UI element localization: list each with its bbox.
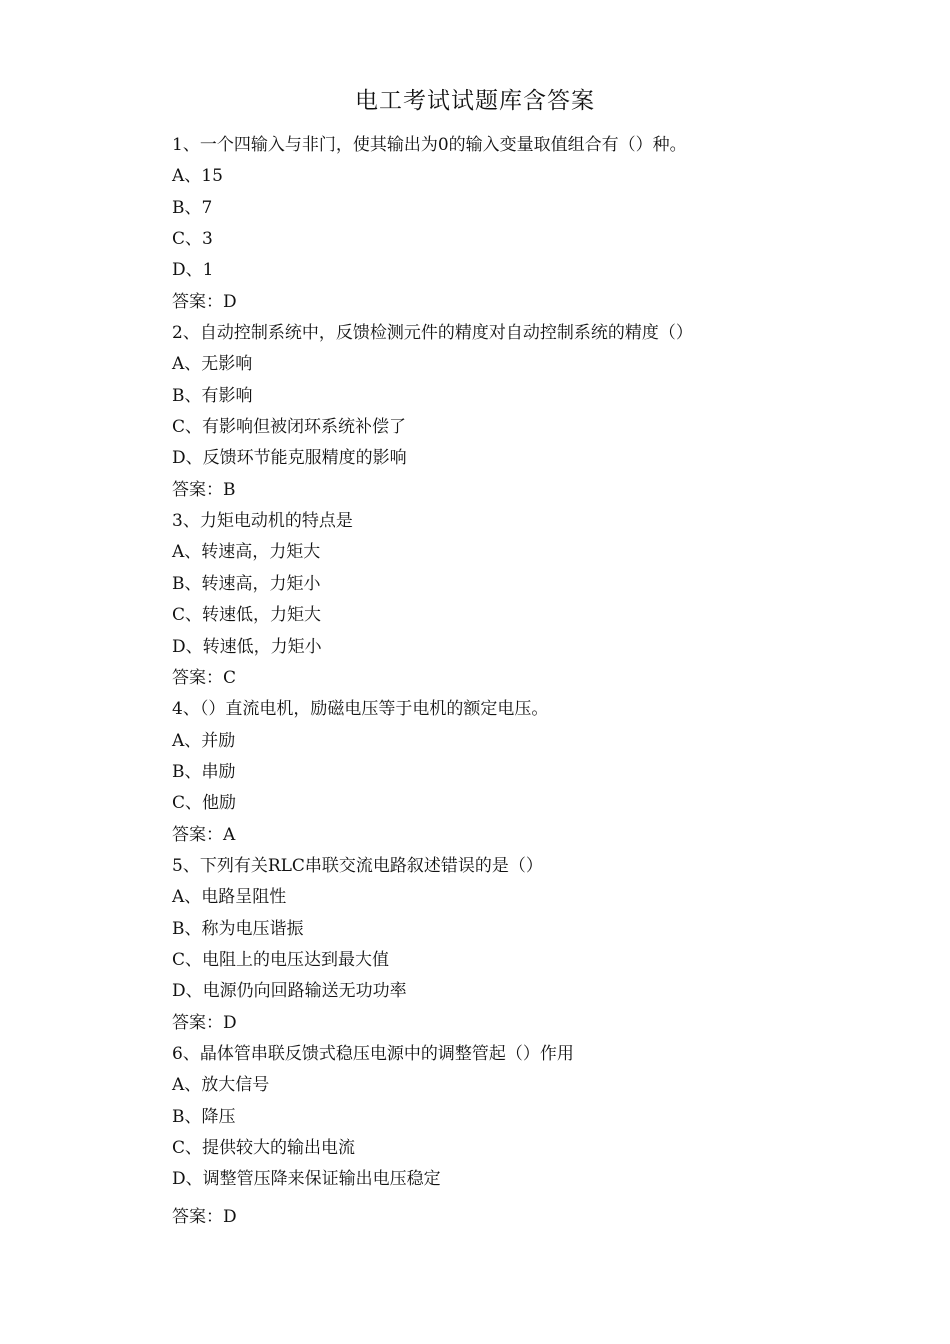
option: C、他励 xyxy=(172,793,237,814)
question-stem: 3、力矩电动机的特点是 xyxy=(172,511,353,532)
question-list xyxy=(172,130,872,1233)
option: C、有影响但被闭环系统补偿了 xyxy=(172,417,407,438)
answer: 答案：B xyxy=(172,479,236,500)
option: C、转速低，力矩大 xyxy=(172,605,322,626)
option: A、放大信号 xyxy=(172,1075,270,1096)
question-stem: 6、晶体管串联反馈式稳压电源中的调整管起（）作用 xyxy=(172,1043,574,1064)
option: D、反馈环节能克服精度的影响 xyxy=(172,448,407,469)
option: C、电阻上的电压达到最大值 xyxy=(172,949,390,970)
option: B、转速高，力矩小 xyxy=(172,573,321,594)
option: C、提供较大的输出电流 xyxy=(172,1138,356,1158)
option: D、电源仍向回路输送无功功率 xyxy=(172,981,407,1002)
option: A、电路呈阻性 xyxy=(172,887,287,908)
option: D、1 xyxy=(172,260,214,281)
option: A、并励 xyxy=(172,730,236,751)
option: A、无影响 xyxy=(172,354,253,375)
answer: 答案：C xyxy=(172,667,237,688)
question-stem: 2、自动控制系统中，反馈检测元件的精度对自动控制系统的精度（） xyxy=(172,323,693,344)
option: B、7 xyxy=(172,197,213,218)
question-stem: 1、一个四输入与非门，使其输出为0的输入变量取值组合有（）种。 xyxy=(172,135,687,155)
option: C、3 xyxy=(172,229,213,250)
option: D、调整管压降来保证输出电压稳定 xyxy=(172,1169,441,1190)
answer: 答案：A xyxy=(172,824,236,845)
question-stem: 4、（）直流电机，励磁电压等于电机的额定电压。 xyxy=(172,699,549,720)
answer: 答案：D xyxy=(172,1012,237,1033)
answer: 答案：D xyxy=(172,291,237,312)
answer: 答案：D xyxy=(172,1206,237,1227)
option: A、转速高，力矩大 xyxy=(172,542,321,563)
document-title: 电工考试试题库含答案 xyxy=(355,88,595,114)
option: B、降压 xyxy=(172,1106,236,1127)
option: B、称为电压谐振 xyxy=(172,918,304,939)
option: D、转速低，力矩小 xyxy=(172,636,322,657)
question-stem: 5、下列有关RLC串联交流电路叙述错误的是（） xyxy=(172,855,543,876)
option: A、15 xyxy=(172,166,223,187)
option: B、有影响 xyxy=(172,385,253,406)
option: B、串励 xyxy=(172,761,236,782)
